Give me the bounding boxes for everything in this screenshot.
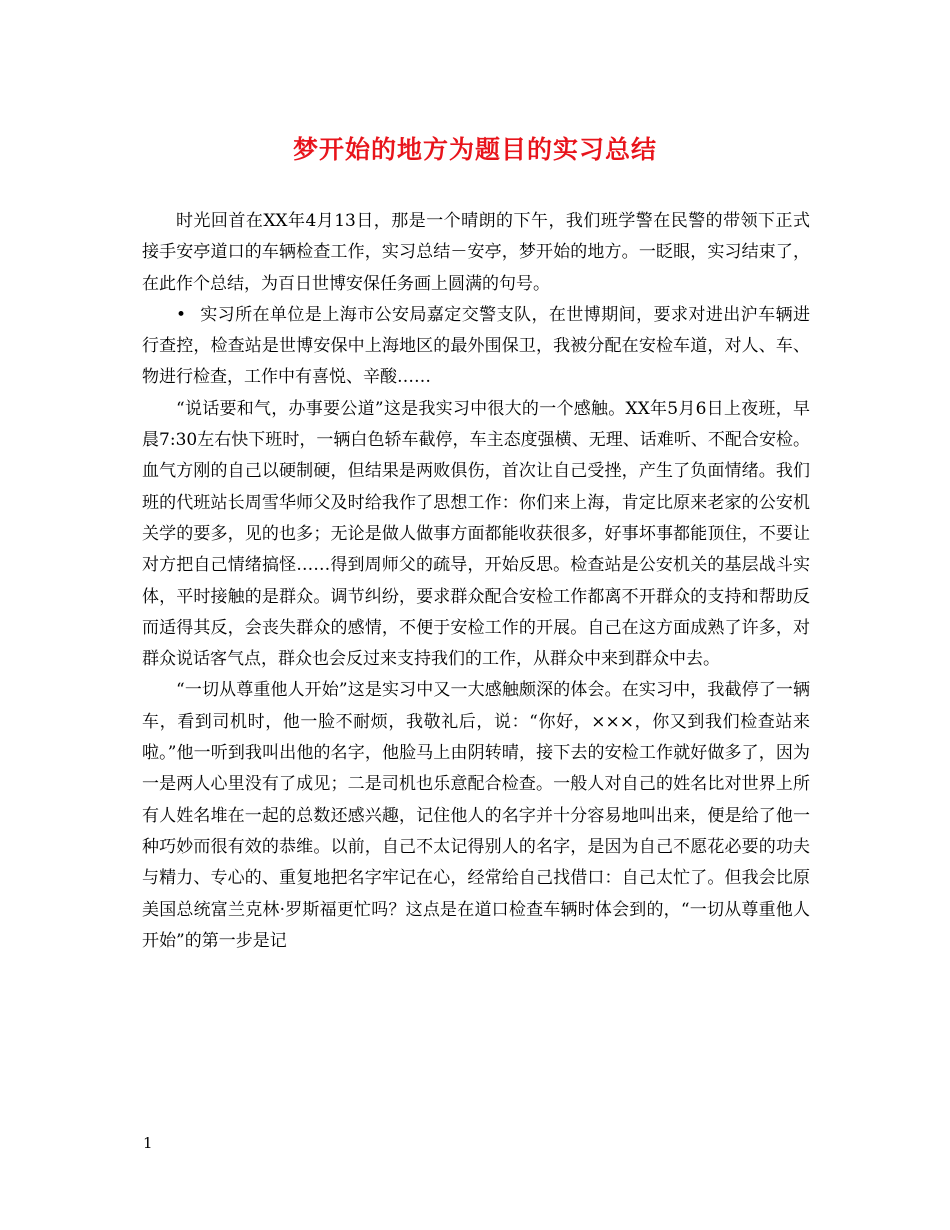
paragraph-courtesy: “说话要和气，办事要公道”这是我实习中很大的一个感触。XX年5月6日上夜班，早晨7:30左右快下班时，一辆白色轿车截停，车主态度强横、无理、话难听、不配合安检。血气方刚的自己以硬制硬，但结果是两败俱伤，首次让自己受挫，产生了负面情绪。我们班的代班站长周雪华师父及时给我作了思想工作：你们来上海，肯定比原来老家的公安机关学的要多，见的也多；无论是做人做事方面都能收获很多，好事坏事都能顶住，不要让对方把自己情绪搞怪……得到周师父的疏导，开始反思。检查站是公安机关的基层战斗实体，平时接触的是群众。调节纠纷，要求群众配合安检工作都离不开群众的支持和帮助反而适得其反，会丧失群众的感情，不便于安检工作的开展。自己在这方面成熟了许多，对群众说话客气点，群众也会反过来支持我们的工作，从群众中来到群众中去。 [142, 398, 810, 670]
document-title: 梦开始的地方为题目的实习总结 [292, 135, 657, 164]
bullet-marker: • [176, 304, 187, 325]
paragraph-respect: “一切从尊重他人开始”这是实习中又一大感触颇深的体会。在实习中，我截停了一辆车，看到司机时，他一脸不耐烦，我敬礼后，说：“你好，×××，你又到我们检查站来啦。”他一听到我叫出他的名字，他脸马上由阴转晴，接下去的安检工作就好做多了，因为一是两人心里没有了成见；二是司机也乐意配合检查。一般人对自己的姓名比对世界上所有人姓名堆在一起的总数还感兴趣，记住他人的名字并十分容易地叫出来，便是给了他一种巧妙而很有效的恭维。以前，自己不太记得别人的名字，是因为自己不愿花必要的功夫与精力、专心的、重复地把名字牢记在心，经常给自己找借口：自己太忙了。但我会比原美国总统富兰克林·罗斯福更忙吗？这点是在道口检查车辆时体会到的，“一切从尊重他人开始”的第一步是记 [142, 680, 810, 951]
document-body [142, 206, 810, 957]
page-number: 1 [143, 1134, 153, 1152]
paragraph-intro: 时光回首在XX年4月13日，那是一个晴朗的下午，我们班学警在民警的带领下正式接手安亭道口的车辆检查工作，实习总结－安亭，梦开始的地方。一眨眼，实习结束了，在此作个总结，为百日世博安保任务画上圆满的句号。 [142, 211, 810, 294]
bullet-text: 实习所在单位是上海市公安局嘉定交警支队，在世博期间，要求对进出沪车辆进行查控，检查站是世博安保中上海地区的最外围保卫，我被分配在安检车道，对人、车、物进行检查，工作中有喜悦、辛酸…… [142, 304, 810, 388]
bullet-paragraph [142, 300, 810, 394]
